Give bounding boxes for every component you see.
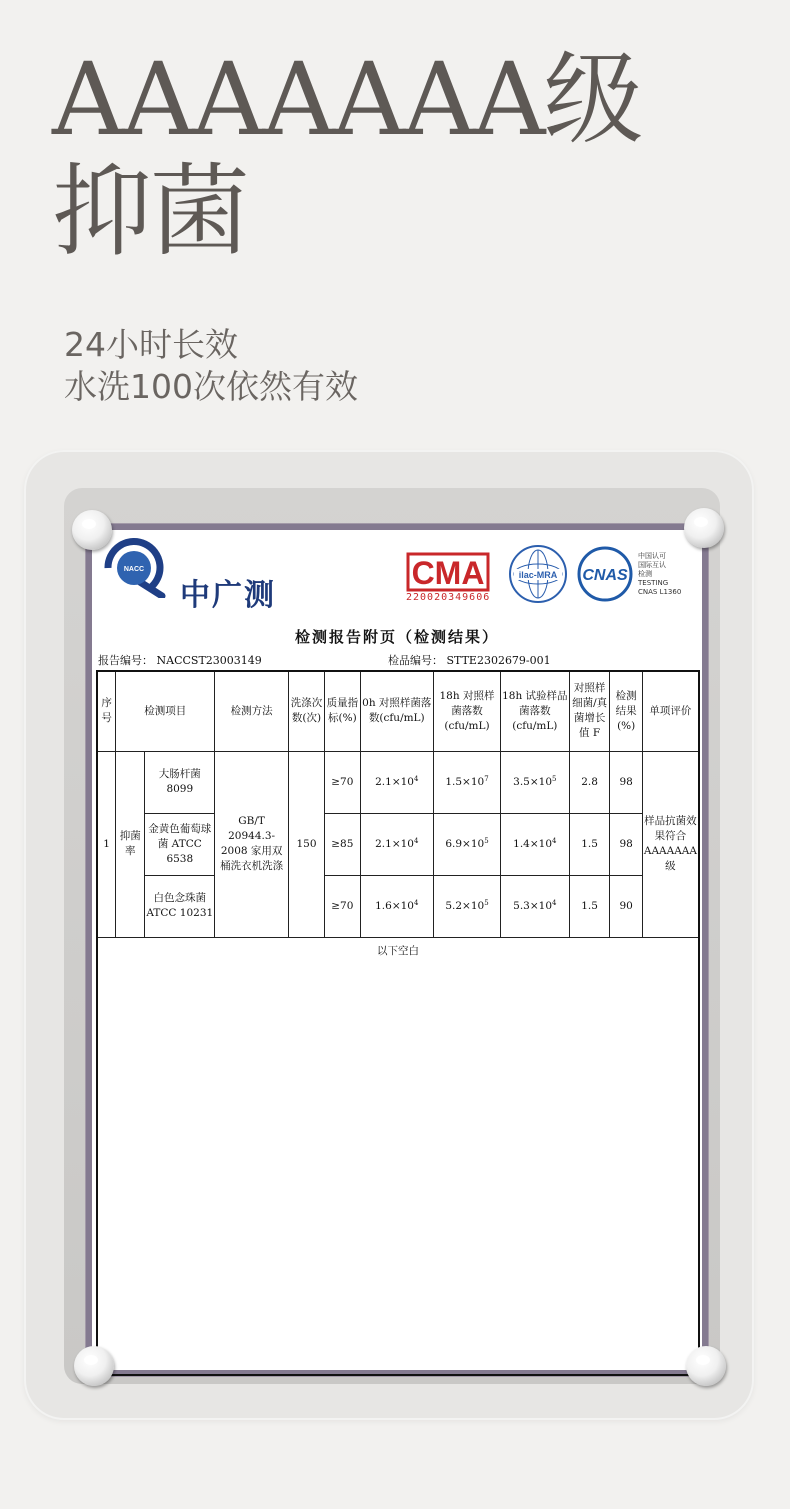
pin-bottom-left-icon	[74, 1346, 114, 1386]
ilac-mra-icon	[508, 544, 568, 604]
header-seq: 序号	[97, 671, 116, 751]
value-mantissa: 1.4×10	[513, 837, 553, 850]
wash-cell: 150	[288, 751, 324, 937]
value-mantissa: 1.5×10	[445, 775, 485, 788]
header-t18h: 18h 试验样品菌落数(cfu/mL)	[500, 671, 569, 751]
value-exponent: 4	[413, 774, 419, 783]
cnas-line: 中国认可	[638, 552, 666, 560]
value-exponent: 4	[413, 836, 419, 845]
value-mantissa: 5.2×10	[445, 899, 485, 912]
header-growth: 对照样细菌/真菌增长值 F	[569, 671, 610, 751]
test-report-document	[86, 524, 708, 1376]
value-mantissa: 1.6×10	[375, 899, 414, 912]
cnas-logo-icon	[574, 546, 636, 602]
cnas-line: CNAS L1360	[638, 588, 682, 596]
report-title: 检测报告附页（检测结果）	[294, 628, 499, 646]
header-item: 检测项目	[116, 671, 215, 751]
report-number-label: 报告编号：	[98, 654, 153, 667]
sample-number-label: 检品编号：	[388, 654, 443, 667]
value-mantissa: 6.9×10	[445, 837, 485, 850]
value-mantissa: 3.5×10	[513, 775, 553, 788]
c18h-cell	[434, 751, 501, 813]
result-cell: 98	[610, 813, 642, 875]
c0h-cell	[360, 875, 434, 937]
value-exponent: 5	[484, 836, 489, 845]
sample-number-value: STTE2302679-001	[446, 654, 551, 667]
header-wash: 洗涤次数(次)	[288, 671, 324, 751]
header-index: 质量指标(%)	[325, 671, 360, 751]
cnas-label: CNAS	[582, 567, 628, 584]
growth-cell: 1.5	[569, 813, 610, 875]
hero-title-line1: AAAAAAA级	[52, 41, 642, 158]
cnas-line: 国际互认	[638, 561, 666, 569]
cma-label: CMA	[411, 555, 485, 591]
report-number	[98, 652, 262, 668]
results-table	[96, 670, 700, 1376]
c0h-cell	[360, 813, 434, 875]
t18h-cell	[500, 751, 569, 813]
header-c0h: 0h 对照样菌落数(cfu/mL)	[360, 671, 434, 751]
value-exponent: 5	[552, 774, 557, 783]
value-mantissa: 2.1×10	[375, 775, 414, 788]
result-cell: 90	[610, 875, 642, 937]
method-cell: GB/T 20944.3-2008 家用双桶洗衣机洗涤	[215, 751, 289, 937]
nacc-logo-icon	[100, 538, 170, 598]
cnas-line: TESTING	[638, 579, 669, 587]
c0h-cell	[360, 751, 434, 813]
nacc-badge-text: NACC	[123, 566, 145, 573]
index-cell: ≥70	[325, 875, 360, 937]
pin-top-right-icon	[684, 508, 724, 548]
value-mantissa: 5.3×10	[513, 899, 553, 912]
value-exponent: 4	[552, 836, 557, 845]
hero-subtitle-line2: 水洗100次依然有效	[64, 367, 358, 406]
ilac-label: ilac-MRA	[518, 570, 558, 580]
cnas-description	[638, 552, 681, 597]
c18h-cell	[434, 875, 501, 937]
header-c18h: 18h 对照样菌落数(cfu/mL)	[434, 671, 501, 751]
value-exponent: 4	[413, 898, 419, 907]
organism-cell: 白色念珠菌 ATCC 10231	[145, 875, 215, 937]
brand-name: 中广测	[180, 578, 276, 613]
value-exponent: 7	[484, 774, 489, 783]
category-cell: 抑菌率	[116, 751, 145, 937]
hero-subtitle	[64, 324, 358, 408]
t18h-cell	[500, 875, 569, 937]
result-cell: 98	[610, 751, 642, 813]
cma-number: 220020349606	[406, 592, 491, 603]
seq-cell: 1	[97, 751, 116, 937]
table-row	[97, 751, 699, 813]
evaluation-cell: 样品抗菌效果符合AAAAAAA级	[642, 751, 699, 937]
table-footer-row	[97, 937, 699, 1375]
hero-title	[52, 41, 642, 270]
index-cell: ≥70	[325, 751, 360, 813]
header-result: 检测结果(%)	[610, 671, 642, 751]
organism-cell: 金黄色葡萄球菌 ATCC 6538	[145, 813, 215, 875]
value-mantissa: 2.1×10	[375, 837, 414, 850]
blank-below-note: 以下空白	[97, 937, 699, 1375]
value-exponent: 4	[552, 898, 557, 907]
pin-top-left-icon	[72, 510, 112, 550]
table-header-row	[97, 671, 699, 751]
report-number-value: NACCST23003149	[156, 654, 262, 667]
header-method: 检测方法	[215, 671, 289, 751]
index-cell: ≥85	[325, 813, 360, 875]
t18h-cell	[500, 813, 569, 875]
table-row	[97, 813, 699, 875]
cnas-line: 检测	[638, 570, 652, 578]
c18h-cell	[434, 813, 501, 875]
sample-number	[388, 652, 551, 668]
hero-subtitle-line1: 24小时长效	[64, 325, 238, 364]
table-row	[97, 875, 699, 937]
header-eval: 单项评价	[642, 671, 699, 751]
growth-cell: 1.5	[569, 875, 610, 937]
hero-title-line2: 抑菌	[52, 153, 248, 270]
pin-bottom-right-icon	[686, 1346, 726, 1386]
value-exponent: 5	[484, 898, 489, 907]
growth-cell: 2.8	[569, 751, 610, 813]
organism-cell: 大肠杆菌 8099	[145, 751, 215, 813]
